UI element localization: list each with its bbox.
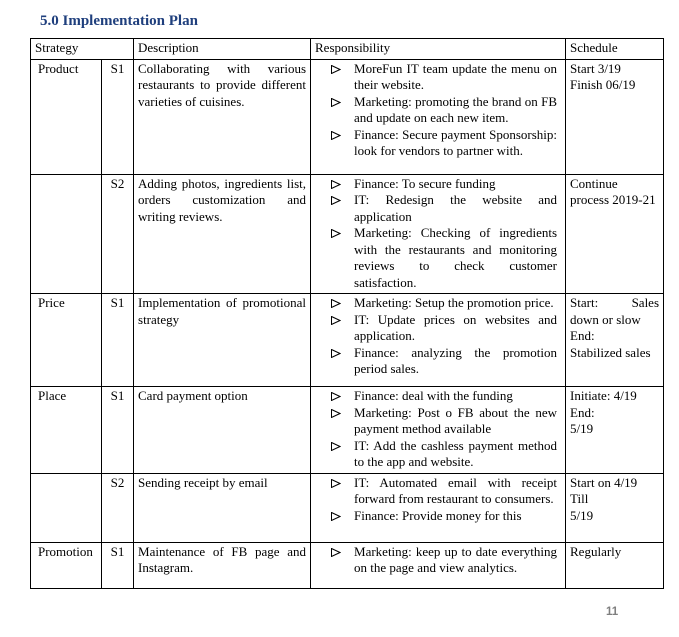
responsibility-item [311,388,561,405]
responsibility-item [311,345,561,378]
description-cell: Maintenance of FB page and Instagram. [134,542,311,588]
description-cell: Sending receipt by email [134,473,311,542]
arrow-bullet-icon [331,131,341,140]
schedule-line: End: [570,328,595,343]
responsibility-cell [311,542,566,588]
arrow-bullet-icon [331,409,341,418]
table-row [31,174,664,294]
responsibility-text: Marketing: keep up to date everything on the page and view analytics. [354,543,558,575]
description-cell: Adding photos, ingredients list, orders customization and writing reviews. [134,174,311,294]
responsibility-text: Finance: Provide money for this [354,507,522,523]
schedule-line: Start on 4/19 [570,474,638,490]
responsibility-item [311,438,561,471]
strategy-code-cell: S1 [102,59,134,174]
arrow-bullet-icon [331,392,341,401]
schedule-line: Regularly [570,543,622,559]
schedule-line: Finish 06/19 [570,77,636,92]
schedule-line: Start: Sales down or slow [570,295,660,327]
responsibility-item [311,544,561,577]
strategy-cell: Place [31,387,102,474]
responsibility-text: IT: Update prices on websites and application. [354,311,558,343]
responsibility-text: Marketing: Checking of ingredients with the restaurants and monitoring reviews to check customer satisfaction. [354,225,558,290]
strategy-cell: Price [31,294,102,387]
schedule-line: Initiate: 4/19 [570,388,637,403]
arrow-bullet-icon [331,180,341,189]
responsibility-item [311,312,561,345]
responsibility-text: Marketing: Setup the promotion price. [354,295,554,310]
responsibility-item [311,127,561,160]
responsibility-text: IT: Automated email with receipt forward from restaurant to consumers. [354,474,558,506]
schedule-line: 5/19 [570,421,594,436]
responsibility-text: MoreFun IT team update the menu on their website. [354,60,558,92]
arrow-bullet-icon [331,98,341,107]
header-description: Description [134,39,311,60]
table-row [31,294,664,387]
responsibility-cell [311,387,566,474]
responsibility-cell [311,174,566,294]
strategy-code-cell: S1 [102,542,134,588]
responsibility-item [311,225,561,291]
responsibility-item [311,192,561,225]
arrow-bullet-icon [331,196,341,205]
strategy-code-cell: S1 [102,294,134,387]
arrow-bullet-icon [331,548,341,557]
responsibility-item [311,295,561,312]
strategy-cell: Product [31,59,102,174]
strategy-cell [31,174,102,294]
header-row [31,39,664,60]
arrow-bullet-icon [331,479,341,488]
responsibility-text: Finance: To secure funding [354,175,496,191]
description-cell: Card payment option [134,387,311,474]
schedule-line: 5/19 [570,507,594,523]
responsibility-item [311,176,561,193]
responsibility-item [311,61,561,94]
header-responsibility: Responsibility [311,39,566,60]
arrow-bullet-icon [331,349,341,358]
responsibility-text: Marketing: Post o FB about the new payment method available [354,404,558,436]
responsibility-text: Finance: deal with the funding [354,388,513,403]
header-schedule: Schedule [566,39,664,60]
description-cell: Collaborating with various restaurants to provide different varieties of cuisines. [134,59,311,174]
responsibility-text: Finance: Secure payment Sponsorship: look for vendors to partner with. [354,126,558,158]
arrow-bullet-icon [331,299,341,308]
implementation-plan-table [30,38,664,589]
header-strategy: Strategy [31,39,134,60]
table-row [31,59,664,174]
responsibility-item [311,475,561,508]
table-row [31,542,664,588]
schedule-cell [566,294,664,387]
table-row [31,473,664,542]
strategy-code-cell: S2 [102,473,134,542]
schedule-cell [566,174,664,294]
responsibility-item [311,94,561,127]
strategy-cell: Promotion [31,542,102,588]
responsibility-text: IT: Redesign the website and application [354,192,558,224]
strategy-cell [31,473,102,542]
responsibility-item [311,405,561,438]
arrow-bullet-icon [331,442,341,451]
responsibility-cell [311,473,566,542]
schedule-cell [566,59,664,174]
arrow-bullet-icon [331,316,341,325]
section-title: 5.0 Implementation Plan [40,13,198,29]
responsibility-item [311,508,561,525]
responsibility-cell [311,294,566,387]
schedule-line: Stabilized sales [570,344,651,360]
schedule-line: Start 3/19 [570,60,621,76]
responsibility-text: IT: Add the cashless payment method to the app and website. [354,437,558,469]
table-row [31,387,664,474]
schedule-line: Continue process 2019-21 [570,175,656,207]
arrow-bullet-icon [331,512,341,521]
strategy-code-cell: S1 [102,387,134,474]
schedule-cell [566,542,664,588]
schedule-cell [566,473,664,542]
arrow-bullet-icon [331,65,341,74]
schedule-cell [566,387,664,474]
schedule-line: End: [570,404,595,420]
responsibility-text: Marketing: promoting the brand on FB and update on each new item. [354,93,558,125]
responsibility-cell [311,59,566,174]
strategy-code-cell: S2 [102,174,134,294]
page-number: 11 [606,606,619,618]
description-cell: Implementation of promotional strategy [134,294,311,387]
schedule-line: Till [570,491,589,506]
arrow-bullet-icon [331,229,341,238]
responsibility-text: Finance: analyzing the promotion period sales. [354,344,558,376]
